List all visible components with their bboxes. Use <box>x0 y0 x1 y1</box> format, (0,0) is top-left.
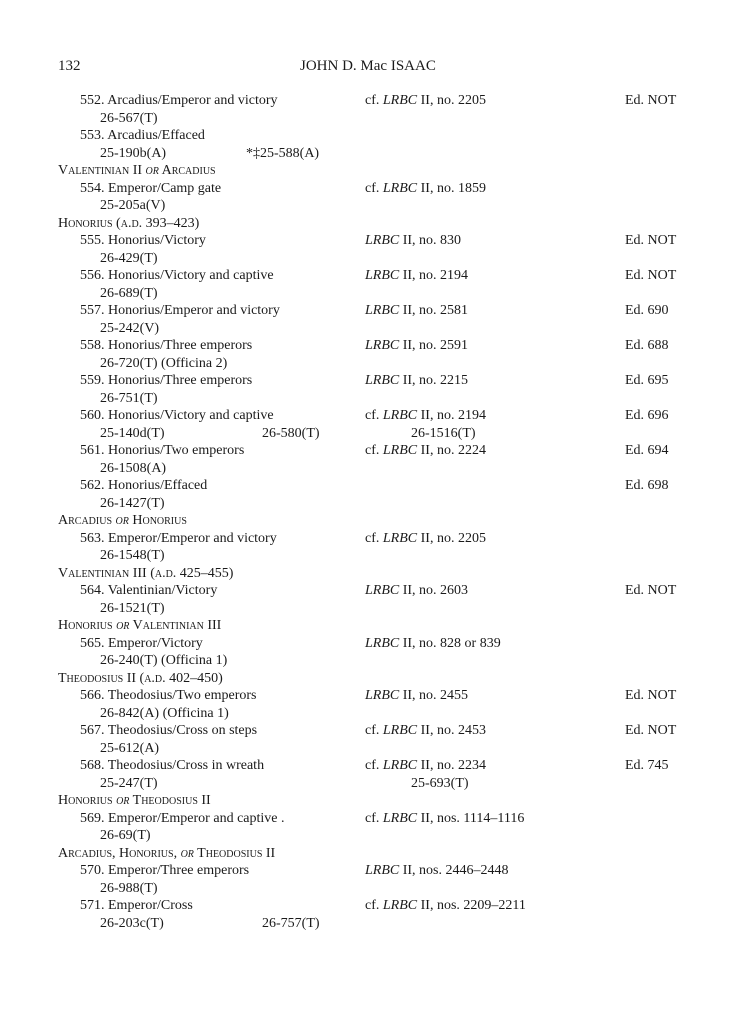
entry-563: 563. Emperor/Emperor and victory <box>80 531 277 546</box>
entry-561-sub: 26-1508(A) <box>100 461 167 476</box>
entry-571-sub-col1: 26-757(T) <box>262 916 320 931</box>
entry-570: 570. Emperor/Three emperors <box>80 863 250 878</box>
entry-571: 571. Emperor/Cross <box>80 898 193 913</box>
entry-569: 569. Emperor/Emperor and captive . <box>80 811 285 826</box>
entry-554: 554. Emperor/Camp gate <box>80 181 222 196</box>
entry-564: 564. Valentinian/Victory <box>80 583 218 598</box>
entry-556-col1: LRBC II, no. 2194 <box>365 268 469 283</box>
entry-559-sub: 26-751(T) <box>100 391 158 406</box>
section-heading: Theodosius II (a.d. 402–450) <box>58 671 223 686</box>
entry-552-col2: Ed. NOT <box>625 93 677 108</box>
entry-554-sub: 25-205a(V) <box>100 198 166 213</box>
entry-560-sub-col2: 26-1516(T) <box>411 426 476 441</box>
section-heading: Honorius or Theodosius II <box>58 793 211 808</box>
entry-558-sub: 26-720(T) (Officina 2) <box>100 356 228 371</box>
entry-567-col2: Ed. NOT <box>625 723 677 738</box>
entry-569-sub: 26-69(T) <box>100 828 151 843</box>
entry-566-col1: LRBC II, no. 2455 <box>365 688 469 703</box>
entry-570-sub: 26-988(T) <box>100 881 158 896</box>
entry-565-col1: LRBC II, no. 828 or 839 <box>365 636 501 651</box>
entry-557-col2: Ed. 690 <box>625 303 669 318</box>
entry-565-sub: 26-240(T) (Officina 1) <box>100 653 228 668</box>
entry-553-sub: 25-190b(A) <box>100 146 167 161</box>
entry-567-col1: cf. LRBC II, no. 2453 <box>365 723 486 738</box>
entry-561: 561. Honorius/Two emperors <box>80 443 245 458</box>
section-heading: Arcadius, Honorius, or Theodosius II <box>58 846 276 861</box>
running-title: JOHN D. Mac ISAAC <box>300 58 436 74</box>
entry-555: 555. Honorius/Victory <box>80 233 206 248</box>
section-heading: Valentinian III (a.d. 425–455) <box>58 566 234 581</box>
entry-556-sub: 26-689(T) <box>100 286 158 301</box>
entry-557: 557. Honorius/Emperor and victory <box>80 303 280 318</box>
entry-566-col2: Ed. NOT <box>625 688 677 703</box>
entry-566: 566. Theodosius/Two emperors <box>80 688 257 703</box>
entry-564-sub: 26-1521(T) <box>100 601 165 616</box>
entry-560-col1: cf. LRBC II, no. 2194 <box>365 408 486 423</box>
entry-555-col2: Ed. NOT <box>625 233 677 248</box>
section-heading: Honorius (a.d. 393–423) <box>58 216 200 231</box>
entry-568-sub-col1: 25-693(T) <box>411 776 469 791</box>
entry-570-col1: LRBC II, nos. 2446–2448 <box>365 863 509 878</box>
entry-571-col1: cf. LRBC II, nos. 2209–2211 <box>365 898 526 913</box>
section-heading: Honorius or Valentinian III <box>58 618 222 633</box>
entry-554-col1: cf. LRBC II, no. 1859 <box>365 181 486 196</box>
entry-561-col2: Ed. 694 <box>625 443 669 458</box>
entry-564-col1: LRBC II, no. 2603 <box>365 583 469 598</box>
entry-555-sub: 26-429(T) <box>100 251 158 266</box>
entry-567-sub: 25-612(A) <box>100 741 160 756</box>
entry-552: 552. Arcadius/Emperor and victory <box>80 93 278 108</box>
entry-563-col1: cf. LRBC II, no. 2205 <box>365 531 486 546</box>
entry-568-sub: 25-247(T) <box>100 776 158 791</box>
entry-565: 565. Emperor/Victory <box>80 636 203 651</box>
entry-558-col2: Ed. 688 <box>625 338 669 353</box>
entry-566-sub: 26-842(A) (Officina 1) <box>100 706 229 721</box>
entry-559-col2: Ed. 695 <box>625 373 669 388</box>
entry-555-col1: LRBC II, no. 830 <box>365 233 462 248</box>
entry-557-sub: 25-242(V) <box>100 321 160 336</box>
entry-552-sub: 26-567(T) <box>100 111 158 126</box>
entry-571-sub: 26-203c(T) <box>100 916 164 931</box>
entry-560-sub-col1: 26-580(T) <box>262 426 320 441</box>
entry-559: 559. Honorius/Three emperors <box>80 373 253 388</box>
entry-553-sub-col1: *‡25-588(A) <box>246 146 320 161</box>
entry-568: 568. Theodosius/Cross in wreath <box>80 758 265 773</box>
entry-568-col2: Ed. 745 <box>625 758 669 773</box>
entry-562: 562. Honorius/Effaced <box>80 478 208 493</box>
entry-560-col2: Ed. 696 <box>625 408 669 423</box>
entry-568-col1: cf. LRBC II, no. 2234 <box>365 758 486 773</box>
entry-556: 556. Honorius/Victory and captive <box>80 268 274 283</box>
entry-558: 558. Honorius/Three emperors <box>80 338 253 353</box>
page-number: 132 <box>58 58 81 74</box>
section-heading: Valentinian II or Arcadius <box>58 163 216 178</box>
entry-567: 567. Theodosius/Cross on steps <box>80 723 258 738</box>
entry-558-col1: LRBC II, no. 2591 <box>365 338 469 353</box>
entry-557-col1: LRBC II, no. 2581 <box>365 303 469 318</box>
entry-553: 553. Arcadius/Effaced <box>80 128 205 143</box>
entry-562-sub: 26-1427(T) <box>100 496 165 511</box>
entry-564-col2: Ed. NOT <box>625 583 677 598</box>
section-heading: Arcadius or Honorius <box>58 513 187 528</box>
entry-556-col2: Ed. NOT <box>625 268 677 283</box>
entry-560: 560. Honorius/Victory and captive <box>80 408 274 423</box>
entry-569-col1: cf. LRBC II, nos. 1114–1116 <box>365 811 525 826</box>
entry-563-sub: 26-1548(T) <box>100 548 165 563</box>
entry-559-col1: LRBC II, no. 2215 <box>365 373 469 388</box>
entry-560-sub: 25-140d(T) <box>100 426 165 441</box>
entry-561-col1: cf. LRBC II, no. 2224 <box>365 443 486 458</box>
entry-562-col1: Ed. 698 <box>625 478 669 493</box>
entry-552-col1: cf. LRBC II, no. 2205 <box>365 93 486 108</box>
